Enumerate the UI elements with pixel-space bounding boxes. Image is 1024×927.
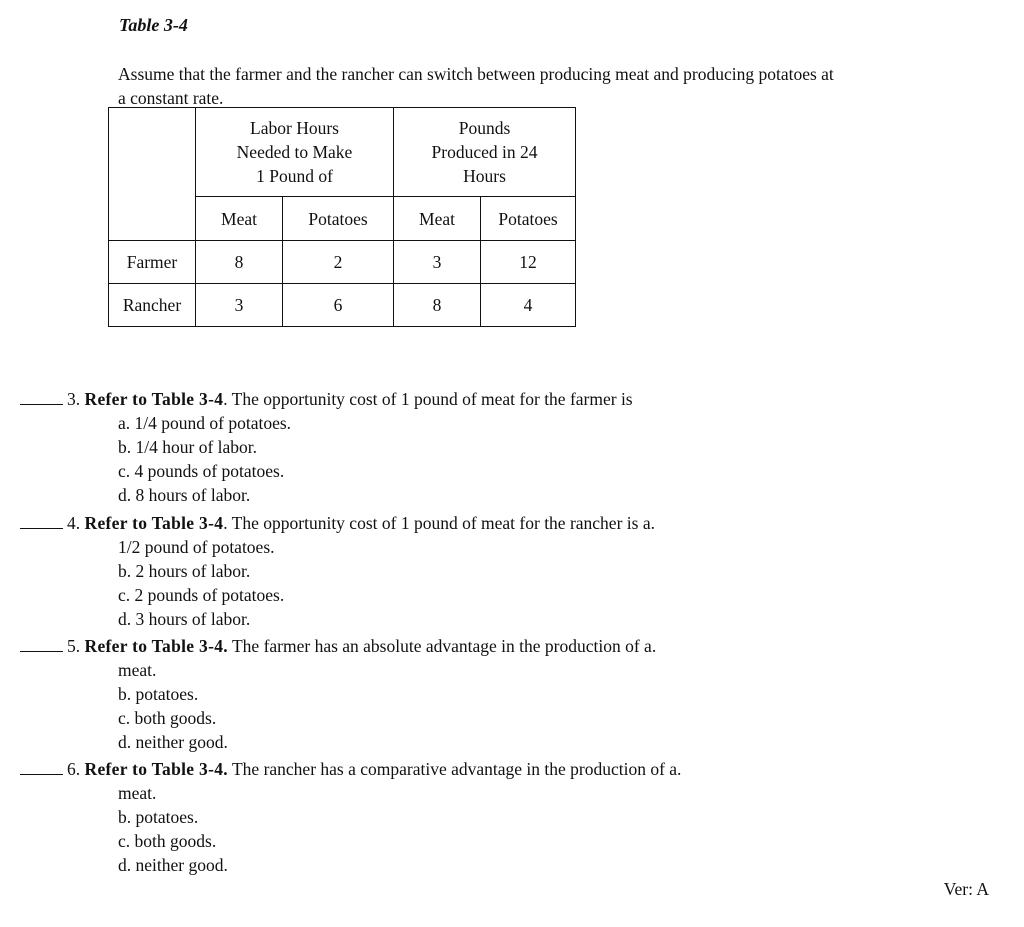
header-line: Labor Hours bbox=[250, 118, 339, 138]
table-cell: 4 bbox=[481, 284, 576, 327]
table-cell: 6 bbox=[283, 284, 394, 327]
table-cell: 3 bbox=[196, 284, 283, 327]
data-table bbox=[108, 107, 576, 327]
option: d. neither good. bbox=[118, 855, 228, 875]
option: c. both goods. bbox=[118, 708, 217, 728]
question-number: 4. bbox=[67, 513, 81, 533]
option: a. 1/4 pound of potatoes. bbox=[118, 413, 292, 433]
table-row-farmer bbox=[109, 241, 576, 284]
question-3 bbox=[20, 387, 633, 411]
answer-blank[interactable] bbox=[20, 760, 63, 775]
question-reference: Refer to Table 3-4 bbox=[84, 389, 224, 409]
option: b. 2 hours of labor. bbox=[118, 561, 251, 581]
row-label: Rancher bbox=[109, 284, 196, 327]
table-cell: 8 bbox=[196, 241, 283, 284]
answer-blank[interactable] bbox=[20, 637, 63, 652]
option: b. potatoes. bbox=[118, 684, 199, 704]
option: d. 3 hours of labor. bbox=[118, 609, 251, 629]
table-cell: 12 bbox=[481, 241, 576, 284]
option: c. both goods. bbox=[118, 831, 217, 851]
table-cell: 3 bbox=[394, 241, 481, 284]
answer-blank[interactable] bbox=[20, 390, 63, 405]
version-label: Ver: A bbox=[943, 879, 989, 899]
subheader-cell: Potatoes bbox=[283, 197, 394, 241]
subheader-cell: Meat bbox=[196, 197, 283, 241]
option: meat. bbox=[118, 783, 157, 803]
option: 1/2 pound of potatoes. bbox=[118, 537, 275, 557]
table-header-row bbox=[109, 108, 576, 197]
question-stem: The rancher has a comparative advantage in the production of a. bbox=[227, 759, 682, 779]
question-reference: Refer to Table 3-4. bbox=[84, 759, 228, 779]
question-5 bbox=[20, 634, 656, 658]
intro-text-line-1: Assume that the farmer and the rancher can switch between producing meat and producing potatoes at bbox=[118, 64, 834, 84]
table-row-rancher bbox=[109, 284, 576, 327]
intro-text-line-2: a constant rate. bbox=[118, 88, 224, 108]
subheader-cell: Meat bbox=[394, 197, 481, 241]
option: c. 2 pounds of potatoes. bbox=[118, 585, 285, 605]
empty-corner-cell bbox=[109, 108, 196, 241]
table-cell: 8 bbox=[394, 284, 481, 327]
question-number: 5. bbox=[67, 636, 81, 656]
subheader-cell: Potatoes bbox=[481, 197, 576, 241]
question-stem: The farmer has an absolute advantage in the production of a. bbox=[227, 636, 657, 656]
option: d. neither good. bbox=[118, 732, 228, 752]
header-line: Needed to Make bbox=[236, 142, 353, 162]
header-line: Produced in 24 bbox=[431, 142, 538, 162]
question-reference: Refer to Table 3-4 bbox=[84, 513, 224, 533]
question-number: 6. bbox=[67, 759, 81, 779]
option: c. 4 pounds of potatoes. bbox=[118, 461, 285, 481]
option: b. 1/4 hour of labor. bbox=[118, 437, 258, 457]
group-header-pounds-produced bbox=[394, 108, 576, 197]
question-reference: Refer to Table 3-4. bbox=[84, 636, 228, 656]
option: b. potatoes. bbox=[118, 807, 199, 827]
question-stem: . The opportunity cost of 1 pound of meat for the farmer is bbox=[223, 389, 633, 409]
option: meat. bbox=[118, 660, 157, 680]
header-line: Pounds bbox=[458, 118, 511, 138]
header-line: 1 Pound of bbox=[256, 166, 333, 186]
row-label: Farmer bbox=[109, 241, 196, 284]
question-6 bbox=[20, 757, 681, 781]
question-number: 3. bbox=[67, 389, 81, 409]
table-title: Table 3-4 bbox=[119, 15, 188, 35]
question-4 bbox=[20, 511, 655, 535]
table-cell: 2 bbox=[283, 241, 394, 284]
question-stem: . The opportunity cost of 1 pound of meat for the rancher is a. bbox=[223, 513, 655, 533]
group-header-labor-hours bbox=[196, 108, 394, 197]
answer-blank[interactable] bbox=[20, 514, 63, 529]
header-line: Hours bbox=[463, 166, 506, 186]
option: d. 8 hours of labor. bbox=[118, 485, 251, 505]
